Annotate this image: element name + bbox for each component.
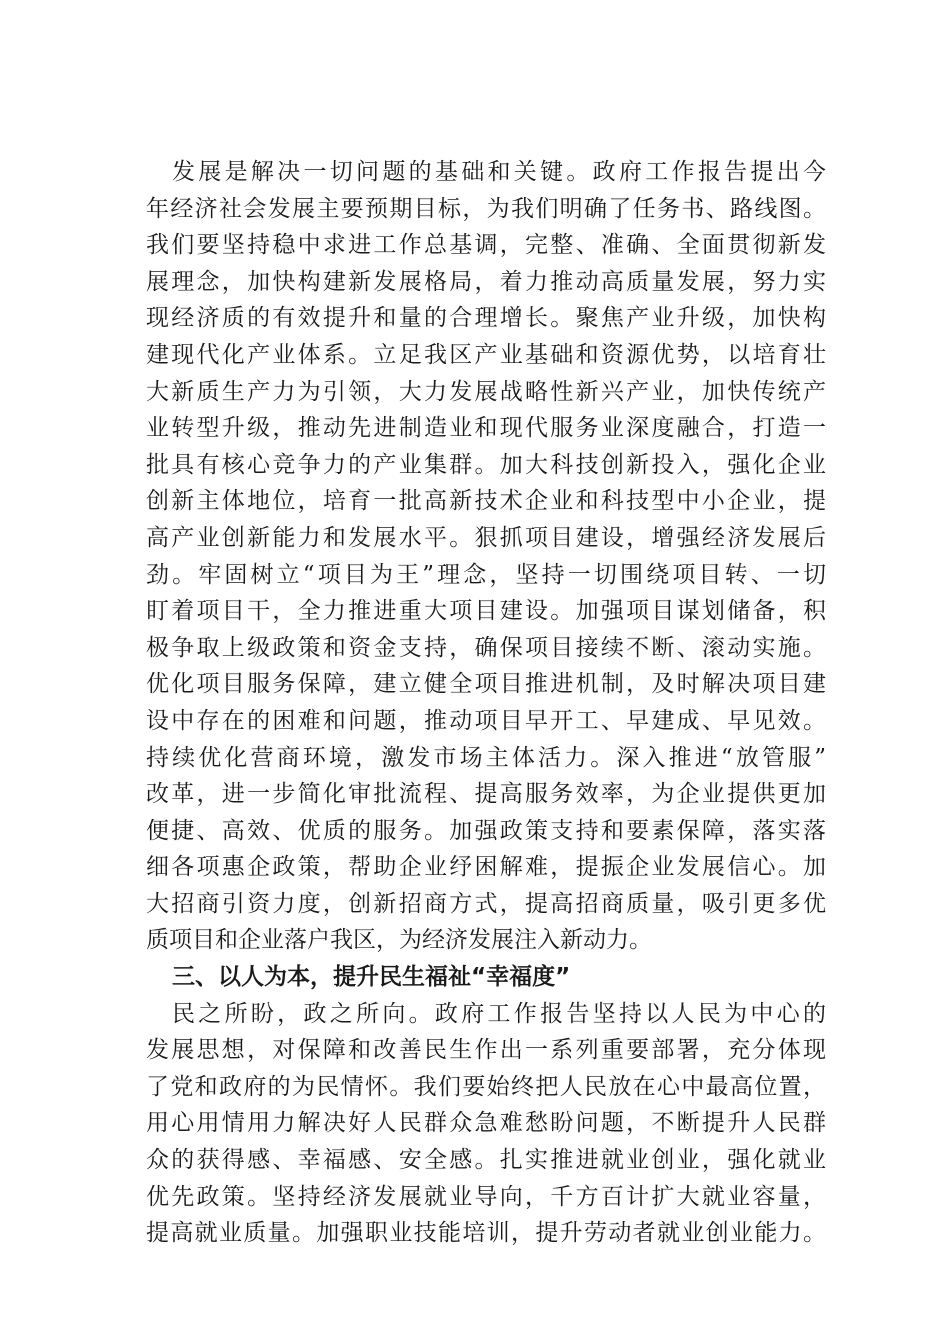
paragraph-line: 年经济社会发展主要预期目标，为我们明确了任务书、路线图。 <box>146 195 826 222</box>
paragraph-line: 展理念，加快构建新发展格局，着力推动高质量发展，努力实 <box>146 268 826 295</box>
paragraph-line: 改革，进一步简化审批流程、提高服务效率，为企业提供更加 <box>146 781 826 808</box>
paragraph-line: 持续优化营商环境，激发市场主体活力。深入推进“放管服” <box>146 744 826 771</box>
paragraph-line: 劲。牢固树立“项目为王”理念，坚持一切围绕项目转、一切 <box>146 561 826 588</box>
document-body <box>146 154 826 1252</box>
paragraph-line: 提高就业质量。加强职业技能培训，提升劳动者就业创业能力。 <box>146 1220 826 1247</box>
paragraph-line: 众的获得感、幸福感、安全感。扎实推进就业创业，强化就业 <box>146 1147 826 1174</box>
paragraph-line: 发展是解决一切问题的基础和关键。政府工作报告提出今 <box>172 159 826 185</box>
section-heading: 三、以人为本，提升民生福祉“幸福度” <box>172 964 571 991</box>
paragraph-line: 大招商引资力度，创新招商方式，提高招商质量，吸引更多优 <box>146 890 826 917</box>
paragraph-line: 大新质生产力为引领，大力发展战略性新兴产业，加快传统产 <box>146 378 826 405</box>
paragraph-line: 现经济质的有效提升和量的合理增长。聚焦产业升级，加快构 <box>146 305 826 332</box>
paragraph-line: 了党和政府的为民情怀。我们要始终把人民放在心中最高位置， <box>146 1073 826 1100</box>
paragraph-line: 批具有核心竞争力的产业集群。加大科技创新投入，强化企业 <box>146 451 826 478</box>
paragraph-line: 高产业创新能力和发展水平。狠抓项目建设，增强经济发展后 <box>146 524 826 551</box>
paragraph-line: 便捷、高效、优质的服务。加强政策支持和要素保障，落实落 <box>146 817 826 844</box>
paragraph-line: 盯着项目干，全力推进重大项目建设。加强项目谋划储备，积 <box>146 598 826 625</box>
paragraph-line: 我们要坚持稳中求进工作总基调，完整、准确、全面贯彻新发 <box>146 232 826 259</box>
paragraph-line: 用心用情用力解决好人民群众急难愁盼问题，不断提升人民群 <box>146 1110 826 1137</box>
paragraph-line: 细各项惠企政策，帮助企业纾困解难，提振企业发展信心。加 <box>146 854 826 881</box>
paragraph-line: 业转型升级，推动先进制造业和现代服务业深度融合，打造一 <box>146 415 826 442</box>
paragraph-line: 优化项目服务保障，建立健全项目推进机制，及时解决项目建 <box>146 671 826 698</box>
paragraph-line: 创新主体地位，培育一批高新技术企业和科技型中小企业，提 <box>146 488 826 515</box>
paragraph-line: 质项目和企业落户我区，为经济发展注入新动力。 <box>146 927 652 954</box>
paragraph-line: 优先政策。坚持经济发展就业导向，千方百计扩大就业容量， <box>146 1183 826 1210</box>
paragraph-line: 民之所盼，政之所向。政府工作报告坚持以人民为中心的 <box>172 1000 826 1027</box>
paragraph-line: 设中存在的困难和问题，推动项目早开工、早建成、早见效。 <box>146 707 826 734</box>
paragraph-line: 极争取上级政策和资金支持，确保项目接续不断、滚动实施。 <box>146 634 826 661</box>
paragraph-line: 发展思想，对保障和改善民生作出一系列重要部署，充分体现 <box>146 1037 826 1064</box>
paragraph-line: 建现代化产业体系。立足我区产业基础和资源优势，以培育壮 <box>146 341 826 368</box>
